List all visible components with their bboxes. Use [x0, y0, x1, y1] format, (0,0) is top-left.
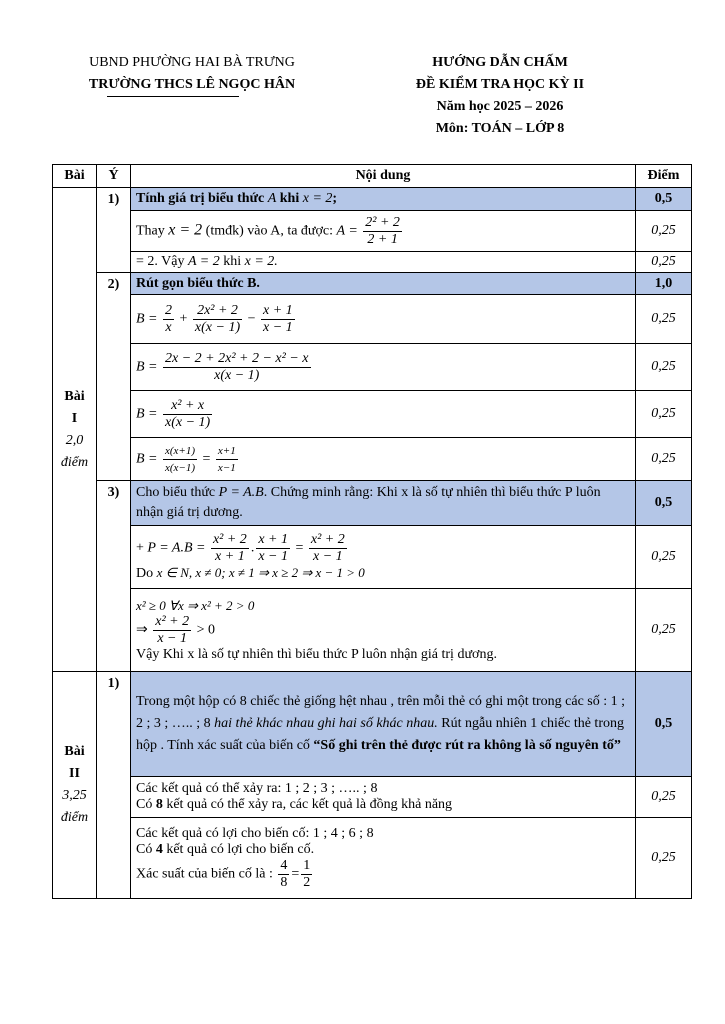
t: A = — [336, 223, 358, 239]
t: Các kết quả có thể xảy ra: 1 ; 2 ; 3 ; ….. ; 8 — [136, 781, 378, 796]
table-row — [53, 188, 692, 211]
bai2-r2 — [131, 818, 636, 899]
bai1-y1-r2-pts: 0,25 — [636, 252, 692, 273]
col-content-header: Nội dung — [131, 165, 636, 188]
col-bai-header: Bài — [53, 165, 97, 188]
bai1-y2-title: Rút gọn biểu thức B. — [131, 273, 636, 295]
t: Do — [136, 566, 154, 581]
bai2-label-word: Bài — [64, 744, 85, 759]
frac — [163, 303, 174, 336]
bai1-y3-r2 — [131, 589, 636, 672]
num: x² + x — [163, 398, 212, 415]
num: x² + 2 — [155, 613, 190, 629]
t: x = 2 — [168, 221, 203, 239]
num: x(x+1) — [163, 443, 197, 460]
t: . — [250, 540, 255, 556]
den: x(x−1) — [165, 461, 196, 474]
bai1-y2: 2) — [97, 273, 131, 481]
t: hai thẻ khác nhau ghi hai số khác nhau. — [214, 716, 438, 731]
t2: A — [267, 191, 277, 206]
bai1-y1-r1 — [131, 211, 636, 252]
header-right — [400, 52, 600, 140]
num: 2x² + 2 — [193, 303, 242, 320]
table-row — [53, 589, 692, 672]
bai1-points-unit: điểm — [60, 454, 89, 470]
bai1-y2-r4-pts: 0,25 — [636, 438, 692, 481]
t: P = A.B = — [147, 540, 206, 556]
frac — [153, 614, 191, 647]
t1: Tính giá trị biểu thức — [136, 191, 265, 206]
den: x − 1 — [263, 319, 293, 335]
grading-table — [52, 164, 692, 899]
table-row — [53, 526, 692, 589]
bai2-label-num: II — [69, 766, 80, 781]
t: Xác suất của biến cố là : — [136, 866, 273, 882]
t4: x = 2 — [302, 191, 333, 206]
t5: ; — [332, 191, 338, 206]
t: A = 2 — [187, 254, 220, 269]
bai2-y1-pts: 0,5 — [636, 672, 692, 777]
table-row — [53, 211, 692, 252]
t: = 2 — [136, 254, 155, 269]
t: x ∈ N, x ≠ 0; x ≠ 1 ⇒ x ≥ 2 ⇒ x − 1 > 0 — [156, 565, 365, 580]
bai1-y3-title — [131, 481, 636, 526]
den: x + 1 — [215, 549, 245, 564]
t: B = — [136, 451, 158, 467]
t: = — [295, 540, 304, 556]
table-row — [53, 295, 692, 344]
bai2-r1-pts: 0,25 — [636, 777, 692, 818]
bai1-y1: 1) — [97, 188, 131, 273]
t: B = — [136, 311, 158, 327]
frac — [309, 532, 347, 565]
bai2-r2-pts: 0,25 — [636, 818, 692, 899]
t: B = — [136, 359, 158, 375]
bai2-y1: 1) — [97, 672, 131, 899]
t: + — [136, 540, 144, 556]
den: x − 1 — [157, 630, 187, 646]
den: 2 — [303, 874, 311, 890]
num: 4 — [280, 857, 288, 873]
bai1-y3-r2-pts: 0,25 — [636, 589, 692, 672]
bai1-points: 2,0 — [65, 432, 84, 448]
frac — [278, 858, 289, 891]
t3: khi — [279, 191, 300, 206]
frac — [301, 858, 312, 891]
table-header-row — [53, 165, 692, 188]
frac — [163, 398, 212, 431]
t: Có — [136, 841, 153, 857]
t: − — [247, 311, 256, 327]
t: Thay — [136, 223, 165, 239]
den: x−1 — [217, 461, 236, 474]
num: x + 1 — [258, 532, 288, 547]
bai1-y3-pts: 0,5 — [636, 481, 692, 526]
bai1-y1-pts: 0,5 — [636, 188, 692, 211]
den: x(x − 1) — [194, 319, 241, 335]
exam-title: ĐỀ KIỂM TRA HỌC KỲ II — [415, 77, 585, 92]
num: 2 — [165, 302, 172, 318]
t: = — [202, 451, 211, 467]
bai1-y1-r2 — [131, 252, 636, 273]
frac — [216, 443, 238, 476]
authority-name: UBND PHƯỜNG HAI BÀ TRƯNG — [89, 55, 295, 70]
bai1-label-word: Bài — [64, 388, 85, 404]
col-points-header: Điểm — [636, 165, 692, 188]
bai1-y2-r4 — [131, 438, 636, 481]
t: . Chứng minh rằng: Khi x là số tự nhiên thì biểu thức P luôn nhận giá trị dương. — [136, 485, 601, 520]
school-year: Năm học 2025 – 2026 — [436, 99, 564, 114]
bai1-y1-r1-pts: 0,25 — [636, 211, 692, 252]
table-row — [53, 777, 692, 818]
doc-title: HƯỚNG DẪN CHẤM — [432, 55, 568, 70]
den: x − 1 — [258, 549, 288, 564]
frac — [261, 303, 295, 336]
table-row — [53, 818, 692, 899]
bai1-y2-r3 — [131, 391, 636, 438]
t: kết quả có lợi cho biến cố. — [166, 841, 315, 857]
num: 2² + 2 — [365, 214, 400, 230]
bai1-y2-r2-pts: 0,25 — [636, 344, 692, 391]
t: Rút ngẫu nhiên 1 chiếc thẻ trong hộp . Tính xác suất của biến cố — [136, 716, 624, 753]
num: x+1 — [216, 443, 238, 460]
t: P = A.B — [218, 485, 264, 500]
t: (tmđk) vào A, ta được: — [205, 223, 334, 239]
den: 8 — [280, 874, 288, 890]
bai1-label-num: I — [71, 410, 78, 426]
bai1-y3-r1 — [131, 526, 636, 589]
t: 8 — [155, 797, 163, 812]
den: x — [165, 319, 172, 335]
t: “Số ghi trên thẻ được rút ra không là số nguyên tố” — [313, 738, 621, 753]
t: kết quả có thể xảy ra, các kết quả là đồng khả năng — [166, 797, 453, 812]
bai1-y2-r1 — [131, 295, 636, 344]
t: Vậy Khi x là số tự nhiên thì biểu thức P luôn nhận giá trị dương. — [136, 646, 497, 662]
num: 2x − 2 + 2x² + 2 − x² − x — [165, 350, 309, 366]
t: Trong một hộp có 8 chiếc thẻ giống hệt nhau , trên mỗi thẻ có ghi một trong các số : 1 ; 2 ; 3 ; ….. ; 8 — [136, 694, 626, 731]
frac — [193, 303, 242, 336]
den: 2 + 1 — [367, 231, 398, 247]
frac — [363, 215, 402, 248]
den: x(x − 1) — [165, 414, 211, 430]
table-row — [53, 672, 692, 777]
bai2-points-unit: điểm — [60, 810, 89, 825]
bai2-y1-title — [131, 672, 636, 777]
bai1-label — [53, 188, 97, 672]
school-name: TRƯỜNG THCS LÊ NGỌC HÂN — [88, 77, 296, 92]
header-left — [62, 52, 322, 96]
t: ⇒ — [136, 622, 148, 638]
bai1-y2-r2 — [131, 344, 636, 391]
num: x + 1 — [263, 302, 293, 318]
bai2-points: 3,25 — [62, 788, 87, 803]
t: B = — [136, 406, 158, 422]
t: Các kết quả có lợi cho biến cố: 1 ; 4 ; 6 ; 8 — [136, 825, 374, 841]
bai1-y2-r1-pts: 0,25 — [636, 295, 692, 344]
bai2-label — [53, 672, 97, 899]
frac — [256, 532, 290, 565]
t: x² ≥ 0 ∀x ⇒ x² + 2 > 0 — [136, 597, 255, 613]
t: Cho biểu thức — [136, 485, 216, 500]
t: x = 2. — [244, 254, 278, 269]
t: Có — [136, 797, 153, 812]
bai1-y1-title — [131, 188, 636, 211]
t: = — [291, 866, 300, 882]
frac — [163, 351, 311, 384]
t: 4 — [155, 841, 163, 857]
table-row — [53, 391, 692, 438]
bai1-y3: 3) — [97, 481, 131, 672]
bai1-y2-pts: 1,0 — [636, 273, 692, 295]
table-row — [53, 344, 692, 391]
document-header — [0, 52, 725, 162]
den: x − 1 — [312, 549, 343, 564]
t: . Vậy — [154, 254, 185, 269]
den: x(x − 1) — [214, 367, 260, 383]
frac — [163, 443, 197, 476]
t: khi — [223, 254, 242, 269]
bai1-y2-r3-pts: 0,25 — [636, 391, 692, 438]
subject: Môn: TOÁN – LỚP 8 — [435, 121, 565, 136]
bai1-y3-r1-pts: 0,25 — [636, 526, 692, 589]
table-row — [53, 252, 692, 273]
frac — [211, 532, 249, 565]
num: 1 — [303, 857, 311, 873]
t: + — [179, 311, 188, 327]
bai2-r1 — [131, 777, 636, 818]
t: > 0 — [196, 622, 215, 638]
num: x² + 2 — [310, 532, 345, 547]
col-y-header: Ý — [97, 165, 131, 188]
header-underline — [107, 96, 239, 97]
table-row — [53, 273, 692, 295]
table-row — [53, 481, 692, 526]
num: x² + 2 — [212, 532, 247, 547]
table-row — [53, 438, 692, 481]
